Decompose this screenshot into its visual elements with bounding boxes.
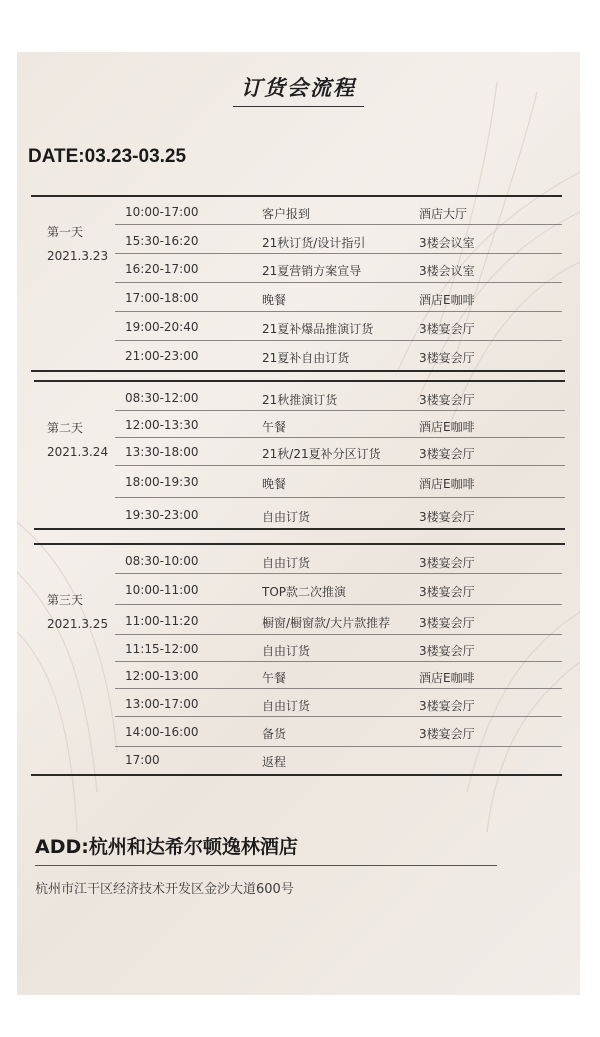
row-event: 晚餐 bbox=[262, 293, 287, 307]
row-event: 返程 bbox=[262, 755, 287, 769]
row-time: 08:30-12:00 bbox=[125, 391, 199, 405]
row-place: 酒店E咖啡 bbox=[419, 293, 475, 307]
row-divider bbox=[115, 437, 565, 438]
row-divider bbox=[115, 340, 562, 341]
date-range: DATE:03.23-03.25 bbox=[28, 146, 187, 167]
row-event: 21秋推演订货 bbox=[262, 393, 338, 407]
row-time: 14:00-16:00 bbox=[125, 725, 199, 739]
day2-label bbox=[47, 416, 108, 464]
row-time: 12:00-13:00 bbox=[125, 669, 199, 683]
row-place: 酒店大厅 bbox=[419, 207, 468, 221]
row-divider bbox=[115, 253, 562, 254]
row-place: 3楼宴会厅 bbox=[419, 510, 475, 524]
schedule-sheet bbox=[17, 52, 580, 995]
row-place: 3楼会议室 bbox=[419, 236, 475, 250]
row-divider bbox=[115, 311, 562, 312]
row-place: 3楼会议室 bbox=[419, 264, 475, 278]
day3-name: 第三天 bbox=[47, 593, 84, 607]
row-divider bbox=[115, 661, 562, 662]
day1-name: 第一天 bbox=[47, 225, 84, 239]
day3-top-rule bbox=[34, 543, 565, 545]
address-text: 杭州市江干区经济技术开发区金沙大道600号 bbox=[35, 882, 294, 897]
row-event: 21夏补爆品推演订货 bbox=[262, 322, 374, 336]
row-event: 自由订货 bbox=[262, 556, 311, 570]
row-time: 11:00-11:20 bbox=[125, 614, 199, 628]
row-time: 10:00-11:00 bbox=[125, 583, 199, 597]
row-time: 12:00-13:30 bbox=[125, 418, 199, 432]
row-event: 午餐 bbox=[262, 671, 287, 685]
address-title: ADD:杭州和达希尔顿逸林酒店 bbox=[35, 836, 298, 858]
row-event: 21秋/21夏补分区订货 bbox=[262, 447, 381, 461]
row-event: 橱窗/橱窗款/大片款推荐 bbox=[262, 616, 391, 630]
day1-top-rule bbox=[31, 195, 562, 197]
row-event: 自由订货 bbox=[262, 510, 311, 524]
row-event: 自由订货 bbox=[262, 644, 311, 658]
row-place: 酒店E咖啡 bbox=[419, 420, 475, 434]
day1-date: 2021.3.23 bbox=[47, 249, 109, 263]
row-place: 3楼宴会厅 bbox=[419, 322, 475, 336]
row-divider bbox=[115, 688, 562, 689]
row-divider bbox=[115, 497, 565, 498]
address-underline bbox=[35, 865, 497, 866]
row-time: 17:00-18:00 bbox=[125, 291, 199, 305]
row-time: 19:30-23:00 bbox=[125, 508, 199, 522]
title-wrap bbox=[17, 72, 580, 107]
row-divider bbox=[115, 634, 562, 635]
row-time: 21:00-23:00 bbox=[125, 349, 199, 363]
day1-bottom-rule bbox=[31, 370, 565, 372]
row-divider bbox=[115, 716, 562, 717]
row-place: 酒店E咖啡 bbox=[419, 671, 475, 685]
day2-bottom-rule bbox=[34, 528, 565, 530]
row-place: 3楼宴会厅 bbox=[419, 393, 475, 407]
row-place: 3楼宴会厅 bbox=[419, 351, 475, 365]
row-time: 15:30-16:20 bbox=[125, 234, 199, 248]
row-divider bbox=[115, 746, 562, 747]
row-divider bbox=[115, 573, 562, 574]
row-divider bbox=[115, 465, 565, 466]
row-event: 备货 bbox=[262, 727, 287, 741]
row-divider bbox=[115, 604, 562, 605]
day1-label bbox=[47, 220, 108, 268]
row-place: 3楼宴会厅 bbox=[419, 644, 475, 658]
row-time: 19:00-20:40 bbox=[125, 320, 199, 334]
row-event: 客户报到 bbox=[262, 207, 311, 221]
day3-bottom-rule bbox=[31, 774, 562, 776]
row-event: 午餐 bbox=[262, 420, 287, 434]
row-event: 21夏营销方案宣导 bbox=[262, 264, 362, 278]
day2-name: 第二天 bbox=[47, 421, 84, 435]
row-divider bbox=[115, 282, 562, 283]
row-time: 13:00-17:00 bbox=[125, 697, 199, 711]
row-time: 10:00-17:00 bbox=[125, 205, 199, 219]
row-divider bbox=[115, 410, 565, 411]
row-place: 3楼宴会厅 bbox=[419, 616, 475, 630]
row-time: 08:30-10:00 bbox=[125, 554, 199, 568]
row-divider bbox=[115, 224, 562, 225]
row-time: 13:30-18:00 bbox=[125, 445, 199, 459]
row-place: 酒店E咖啡 bbox=[419, 477, 475, 491]
row-time: 17:00 bbox=[125, 753, 160, 767]
day3-label bbox=[47, 588, 108, 636]
page-title: 订货会流程 bbox=[233, 72, 364, 107]
row-place: 3楼宴会厅 bbox=[419, 585, 475, 599]
row-place: 3楼宴会厅 bbox=[419, 556, 475, 570]
row-event: 21秋订货/设计指引 bbox=[262, 236, 366, 250]
row-event: 晚餐 bbox=[262, 477, 287, 491]
row-time: 18:00-19:30 bbox=[125, 475, 199, 489]
row-event: 21夏补自由订货 bbox=[262, 351, 350, 365]
day2-date: 2021.3.24 bbox=[47, 445, 109, 459]
row-event: 自由订货 bbox=[262, 699, 311, 713]
row-time: 16:20-17:00 bbox=[125, 262, 199, 276]
day3-date: 2021.3.25 bbox=[47, 617, 109, 631]
row-place: 3楼宴会厅 bbox=[419, 699, 475, 713]
row-place: 3楼宴会厅 bbox=[419, 447, 475, 461]
row-place: 3楼宴会厅 bbox=[419, 727, 475, 741]
day2-top-rule bbox=[34, 380, 565, 382]
row-event: TOP款二次推演 bbox=[262, 585, 347, 599]
row-time: 11:15-12:00 bbox=[125, 642, 199, 656]
